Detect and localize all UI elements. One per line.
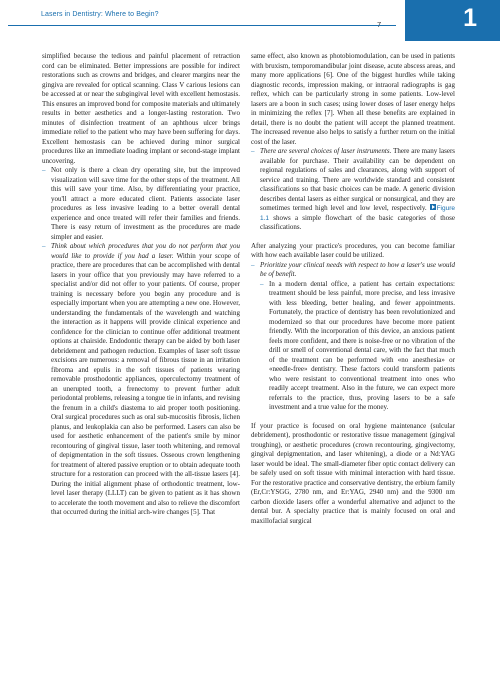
paragraph: After analyzing your practice's procedures, you can become familiar with how each available laser could be utilized. xyxy=(251,241,455,259)
bullet-heading: Prioritize your clinical needs with respect to how a laser's use would be of benefit. xyxy=(260,260,455,278)
figure-reference-link[interactable]: Figure 1.1 xyxy=(260,205,456,222)
chapter-number: 1 xyxy=(463,4,477,32)
right-column xyxy=(251,52,455,535)
bullet-text: Not only is there a clean dry operating site, but the improved visualization will save time for the other steps of the treatment. All this will save your time. Also, by differentiating your practice, you'll attract a more educated client. Patients associate laser procedures as less invasive leading to a better overall dental experience and once treated will refer their families and friends. There is easy return of investment as the procedures are made simpler and easier. xyxy=(51,166,240,241)
figure-link-icon xyxy=(430,204,436,210)
bullet-heading: There are several choices of laser instruments. xyxy=(260,147,392,155)
bullet-item xyxy=(42,242,240,518)
bullet-text: Within your scope of practice, there are procedures that can be accomplished with dental lasers in your office that you previously may have referred to a specialist and/or did not offer to your patients. Of course, proper training is necessary before you begin any procedure and is especially important when you are attempting a new one. However, understanding the fundamentals of the wavelength and watching the interaction as it happens will provide clinical experience and confidence for the clinician to continue offer additional treatment options at chairside. Endodontic therapy can be aided by both laser debridement and pathogen reduction. Examples of laser soft tissue excisions are numerous: a removal of fibrous tissue in an irritation fibroma and epulis in the soft tissues of patients wearing removable prosthodontic appliances, operculectomy treatment of an unerupted tooth, a frenectomy to prevent further adult periodontal problems, releasing a tongue tie in infants, and revising the frenum in a child's diastema to aid proper tooth positioning. Oral surgical procedures such as oral sub-mucositis fibrosis, lichen planus, and leukoplakia can also be performed. Lasers can also be used for aesthetic enhancement of the patient's smile by minor recontouring of gingival tissue, laser tooth whitening, and removal of depigmentation in the soft tissues. Osseous crown lengthening for treatment of altered passive eruption or to obtain adequate tooth structure for a restoration can proceed with the all-tissue lasers [4]. During the initial alignment phase of orthodontic treatment, low-level laser therapy (LLLT) can be given to patient as it has shown to accelerate the tooth movement and also to relieve the discomfort that occurred during the initial arch-wire changes [5]. That xyxy=(51,251,241,516)
bullet-item xyxy=(42,166,240,242)
sub-bullet-item xyxy=(251,280,455,413)
bullet-text: shows a simple flowchart of the basic categories of those classifications. xyxy=(260,213,456,231)
bullet-text: In a modern dental office, a patient has certain expectations: treatment should be less painful, more precise, and less invasive with less bleeding, better healing, and fewer appointments. Fortunately, the practice of dentistry has been revolutionized and modernized so that our procedures have become more patient friendly. With the incorporation of this device, an anxious patient feels more confident, and there is noise-free or no vibration of the drill or smell of conventional dental care, with the fact that much of the treatment can be performed with «no anesthesia» or «needle-free» dentistry. These factors could transform patients who were resistant to conventional treatment into ones who readily accept treatment. Also in the future, we can expect more referrals to the practice, thus, proving lasers to be a safe investment and a true value for the money. xyxy=(269,279,455,411)
bullet-text: There are many lasers available for purchase. Their availability can be dependent on regional regulations of sales and clearances, along with support of service and training. There are worldwide standard and consistent classifications so that basic choices can be made. A generic division describes dental lasers as either surgical or nonsurgical, and they are sometimes termed high level and low level, respectively. xyxy=(260,147,455,212)
bullet-heading: Think about which procedures that you do not perform that you would like to provide if you had a laser. xyxy=(51,242,240,260)
spacer xyxy=(251,233,455,242)
paragraph: simplified because the tedious and painful placement of retraction cord can be eliminated. Better impressions are possible for indirect restorations such as crowns and bridges, and clearer margins near the gingiva are revealed for optical scanning. Class V carious lesions can be accessed at or near the subgingival level with excellent hemostasis. This ensures an improved bond for composite materials and ultimately results in better aesthetics and a longer-lasting restoration. Two minutes of disinfection treatment of an aphthous ulcer brings immediate relief to the patient who may have been suffering for days. Excellent hemostasis can be achieved during minor surgical procedures like an immediate loading implant or second-stage implant uncovering. xyxy=(42,52,240,165)
paragraph: same effect, also known as photobiomodulation, can be used in patients with bruxism, temporomandibular joint disease, acute abscess areas, and many more applications [6]. One of the biggest hurdles while taking diagnostic records, impression making, or intraoral radiographs is gag reflex, which can be particularly strong in some patients. Low-level lasers are a boon in such cases; using lower doses of laser energy helps in minimizing the reflex [7]. When all these benefits are explained in detail, there is no doubt the patient will accept the planned treatment. The increased revenue also helps to satisfy a further return on the initial cost of the laser. xyxy=(251,52,455,146)
header-bar xyxy=(8,8,396,26)
paragraph: If your practice is focused on oral hygiene maintenance (sulcular debridement), prosthodontic or restorative tissue management (gingival troughing), or aesthetic procedures (crown recontouring, gingivectomy, gingival depigmentation, and laser whitening), a diode or a Nd:YAG laser would be ideal. The small-diameter fiber optic contact delivery can be safely used on soft tissue with minimal interaction with hard tissue. For the restorative practice and conservative dentistry, the erbium family (Er,Cr:YSGG, 2780 nm, and Er:YAG, 2940 nm) and the 9300 nm carbon dioxide lasers offer a wonderful alternative and adjunct to the dental bur. A specialty practice that is mainly focused on oral and maxillofacial surgical xyxy=(251,421,455,525)
bullet-item xyxy=(251,261,455,280)
running-head: Lasers in Dentistry: Where to Begin? xyxy=(41,11,159,18)
header-rule xyxy=(8,25,396,26)
bullet-item xyxy=(251,147,455,233)
spacer xyxy=(251,413,455,422)
left-column xyxy=(42,52,240,518)
